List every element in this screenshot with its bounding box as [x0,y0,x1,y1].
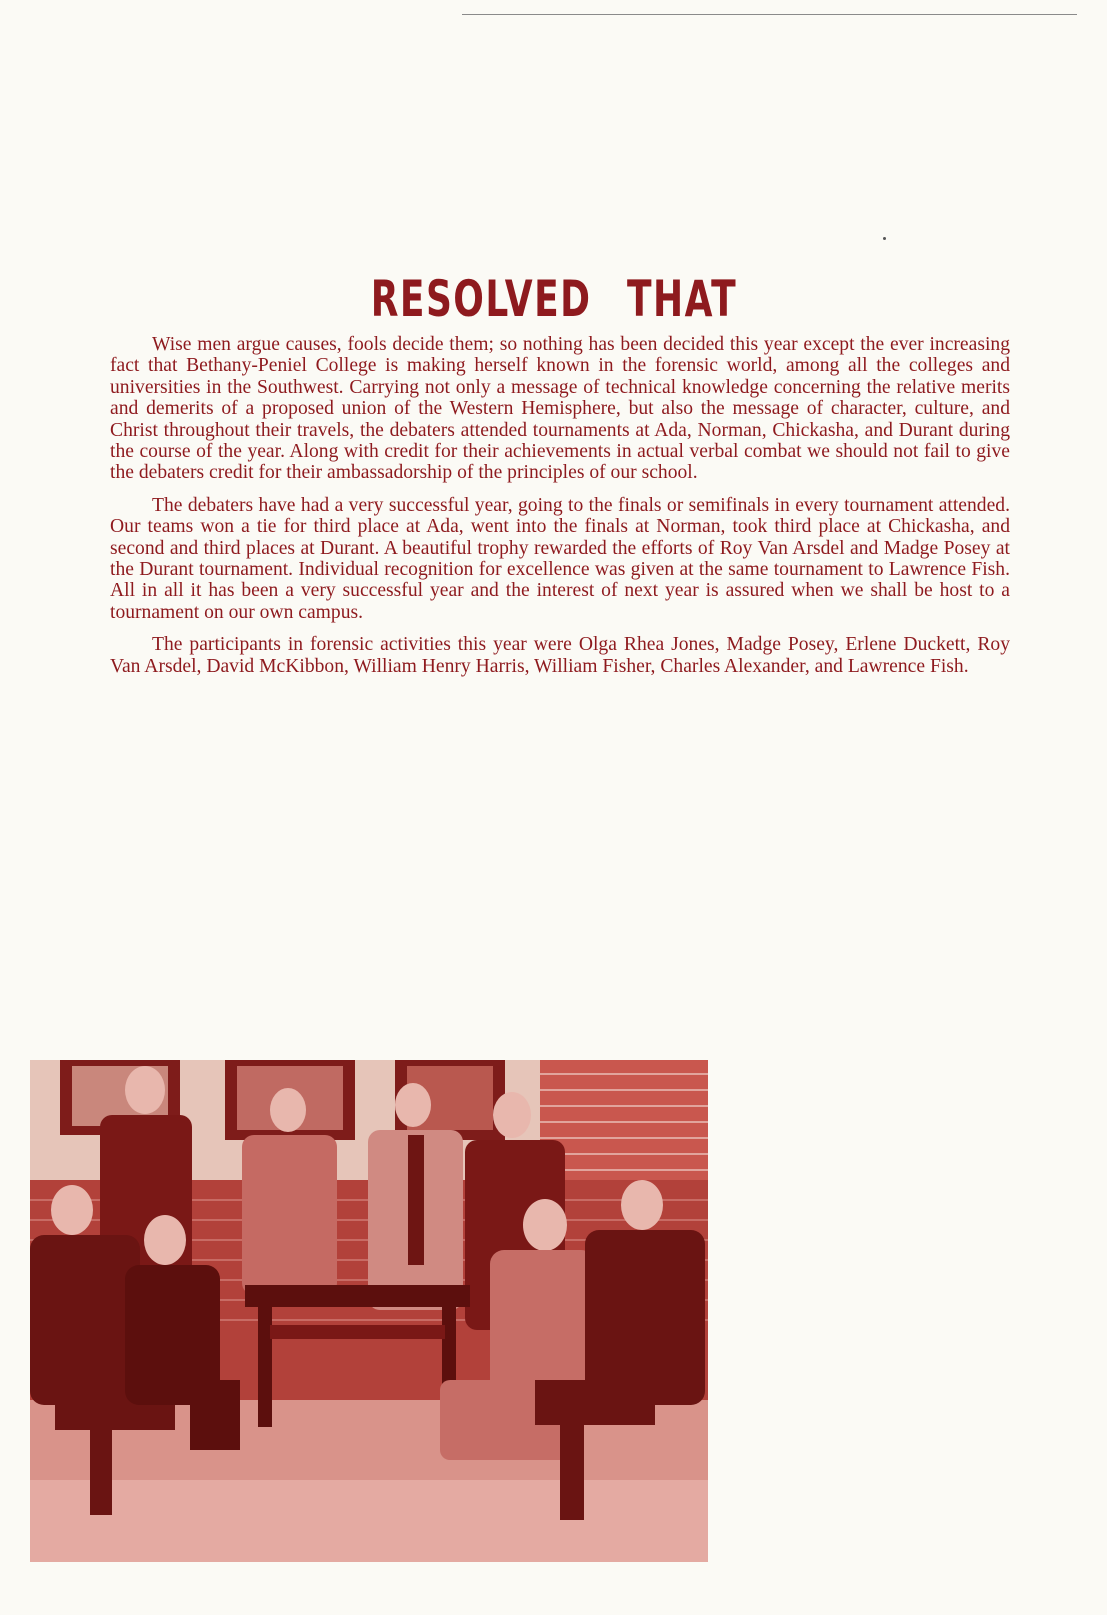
paragraph-2: The debaters have had a very successful year, going to the finals or semifinals in every tournament attended. Our teams won a tie for third place at Ada, went into the finals at Norman, took third place at Chickasha, and second and third places at Durant. A beautiful trophy rewarded the efforts of Roy Van Arsdel and Madge Posey at the Durant tournament. Individual recognition for excellence was given at the same tournament to Lawrence Fish. All in all it has been a very successful year and the interest of next year is assured when we shall be host to a tournament on our own campus. [110,494,1010,623]
page-title: RESOLVED THAT [370,269,738,328]
paragraph-3: The participants in forensic activities this year were Olga Rhea Jones, Madge Posey, Erlene Duckett, Roy Van Arsdel, David McKibbon, William Henry Harris, William Fisher, Charles Alexander, and Lawrence Fish. [110,634,1010,677]
print-speck [883,237,886,240]
article-body [110,334,1010,688]
paragraph-1: Wise men argue causes, fools decide them; so nothing has been decided this year except the ever increasing fact that Bethany-Peniel College is making herself known in the forensic world, among all the colleges and universities in the Southwest. Carrying not only a message of technical knowledge concerning the relative merits and demerits of a proposed union of the Western Hemisphere, but also the message of character, culture, and Christ throughout their travels, the debaters attended tournaments at Ada, Norman, Chickasha, and Durant during the course of the year. Along with credit for their achievements in actual verbal combat we should not fail to give the debaters credit for their ambassadorship of the principles of our school. [110,334,1010,484]
top-rule [462,14,1077,15]
debate-team-photo [30,1060,708,1562]
